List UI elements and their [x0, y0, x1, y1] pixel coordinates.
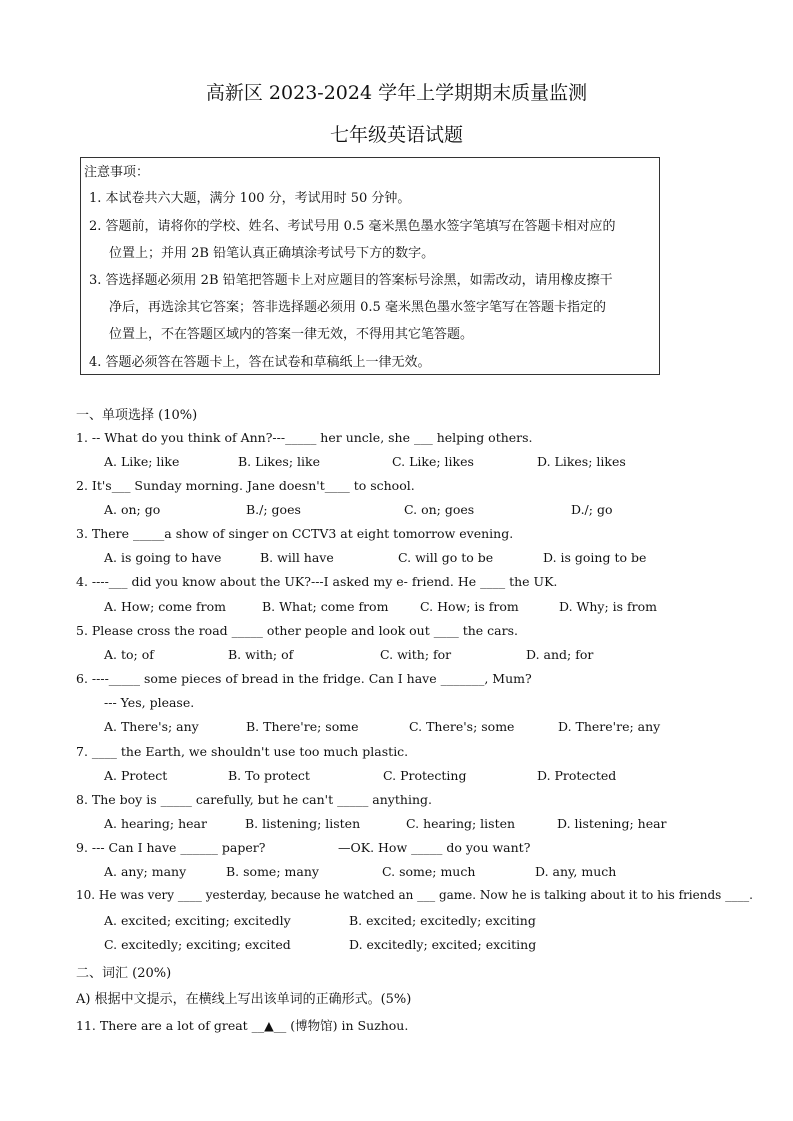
option-b: B. To protect [228, 768, 310, 783]
question-stem: 8. The boy is _____ carefully, but he can't _____ anything. [76, 792, 432, 807]
question-stem-reply: --- Yes, please. [104, 695, 195, 710]
option-a: A. excited; exciting; excitedly [104, 913, 291, 928]
option-d: D. Why; is from [559, 599, 658, 614]
notice-box [80, 157, 660, 375]
option-a: A. How; come from [104, 599, 227, 614]
exam-subtitle: 七年级英语试题 [329, 124, 463, 146]
option-b: B. Likes; like [238, 454, 320, 469]
question-stem: 5. Please cross the road _____ other people and look out ____ the cars. [76, 623, 518, 638]
question-stem: 2. It's___ Sunday morning. Jane doesn't____ to school. [76, 478, 415, 493]
question-stem: 4. ----___ did you know about the UK?---I asked my e- friend. He ____ the UK. [76, 574, 558, 589]
option-c: C. How; is from [420, 599, 519, 614]
option-c: C. Protecting [383, 768, 467, 783]
option-b: B. There're; some [246, 719, 359, 734]
option-d: D. and; for [526, 647, 594, 662]
notice-item-1: 1. 本试卷共六大题，满分 100 分，考试用时 50 分钟。 [89, 191, 411, 206]
section-2-heading: 二、词汇 (20%) [76, 966, 172, 981]
question-stem-reply: —OK. How _____ do you want? [338, 840, 531, 855]
option-c: C. some; much [382, 864, 476, 879]
option-c: C. will go to be [398, 550, 494, 565]
option-a: A. to; of [104, 647, 154, 662]
option-c: C. excitedly; exciting; excited [104, 937, 291, 952]
option-c: C. Like; likes [392, 454, 474, 469]
option-d: D. listening; hear [557, 816, 667, 831]
part-a-instruction: A) 根据中文提示，在横线上写出该单词的正确形式。(5%) [76, 992, 412, 1007]
option-c: C. hearing; listen [406, 816, 516, 831]
option-b: B. listening; listen [245, 816, 361, 831]
option-d: D. is going to be [543, 550, 647, 565]
question-stem: 9. --- Can I have ______ paper? [76, 840, 266, 855]
option-b: B. some; many [226, 864, 319, 879]
option-a: A. hearing; hear [104, 816, 207, 831]
option-a: A. Protect [104, 768, 168, 783]
option-a: A. There's; any [104, 719, 199, 734]
option-a: A. on; go [104, 502, 161, 517]
option-d: D. Likes; likes [537, 454, 626, 469]
option-b: B./; goes [246, 502, 301, 517]
question-11: 11. There are a lot of great __▲__ (博物馆) in Suzhou. [76, 1018, 409, 1033]
question-stem: 6. ----_____ some pieces of bread in the fridge. Can I have _______, Mum? [76, 671, 532, 686]
notice-item-2-cont: 位置上；并用 2B 铅笔认真正确填涂考试号下方的数字。 [109, 246, 435, 261]
notice-item-2: 2. 答题前，请将你的学校、姓名、考试号用 0.5 毫米黑色墨水签字笔填写在答题卡相对应的 [89, 219, 616, 234]
option-d: D./; go [571, 502, 613, 517]
option-a: A. any; many [104, 864, 187, 879]
option-b: B. What; come from [262, 599, 389, 614]
option-d: D. Protected [537, 768, 617, 783]
option-b: B. with; of [228, 647, 294, 662]
question-stem: 10. He was very ____ yesterday, because he watched an ___ game. Now he is talking about it to his friends ____. [76, 888, 753, 902]
exam-title: 高新区 2023-2024 学年上学期期末质量监测 [205, 82, 588, 104]
notice-item-3-cont: 净后，再选涂其它答案；答非选择题必须用 0.5 毫米黑色墨水签字笔写在答题卡指定的 [109, 300, 606, 315]
option-a: A. is going to have [104, 550, 222, 565]
option-b: B. will have [260, 550, 334, 565]
option-c: C. There's; some [409, 719, 515, 734]
option-c: C. on; goes [404, 502, 475, 517]
notice-item-3-cont2: 位置上，不在答题区域内的答案一律无效，不得用其它笔答题。 [109, 327, 474, 342]
notice-item-4: 4. 答题必须答在答题卡上，答在试卷和草稿纸上一律无效。 [89, 355, 431, 370]
option-c: C. with; for [380, 647, 452, 662]
question-stem: 7. ____ the Earth, we shouldn't use too much plastic. [76, 744, 409, 759]
question-stem: 3. There _____a show of singer on CCTV3 at eight tomorrow evening. [76, 526, 514, 541]
notice-item-3: 3. 答选择题必须用 2B 铅笔把答题卡上对应题目的答案标号涂黑，如需改动，请用橡皮擦干 [89, 273, 613, 288]
option-a: A. Like; like [104, 454, 180, 469]
option-d: D. any, much [535, 864, 617, 879]
question-stem: 1. -- What do you think of Ann?---_____ her uncle, she ___ helping others. [76, 430, 533, 445]
section-1-heading: 一、单项选择 (10%) [76, 408, 198, 423]
notice-heading: 注意事项： [84, 165, 150, 180]
option-b: B. excited; excitedly; exciting [349, 913, 536, 928]
option-d: D. There're; any [558, 719, 661, 734]
option-d: D. excitedly; excited; exciting [349, 937, 537, 952]
